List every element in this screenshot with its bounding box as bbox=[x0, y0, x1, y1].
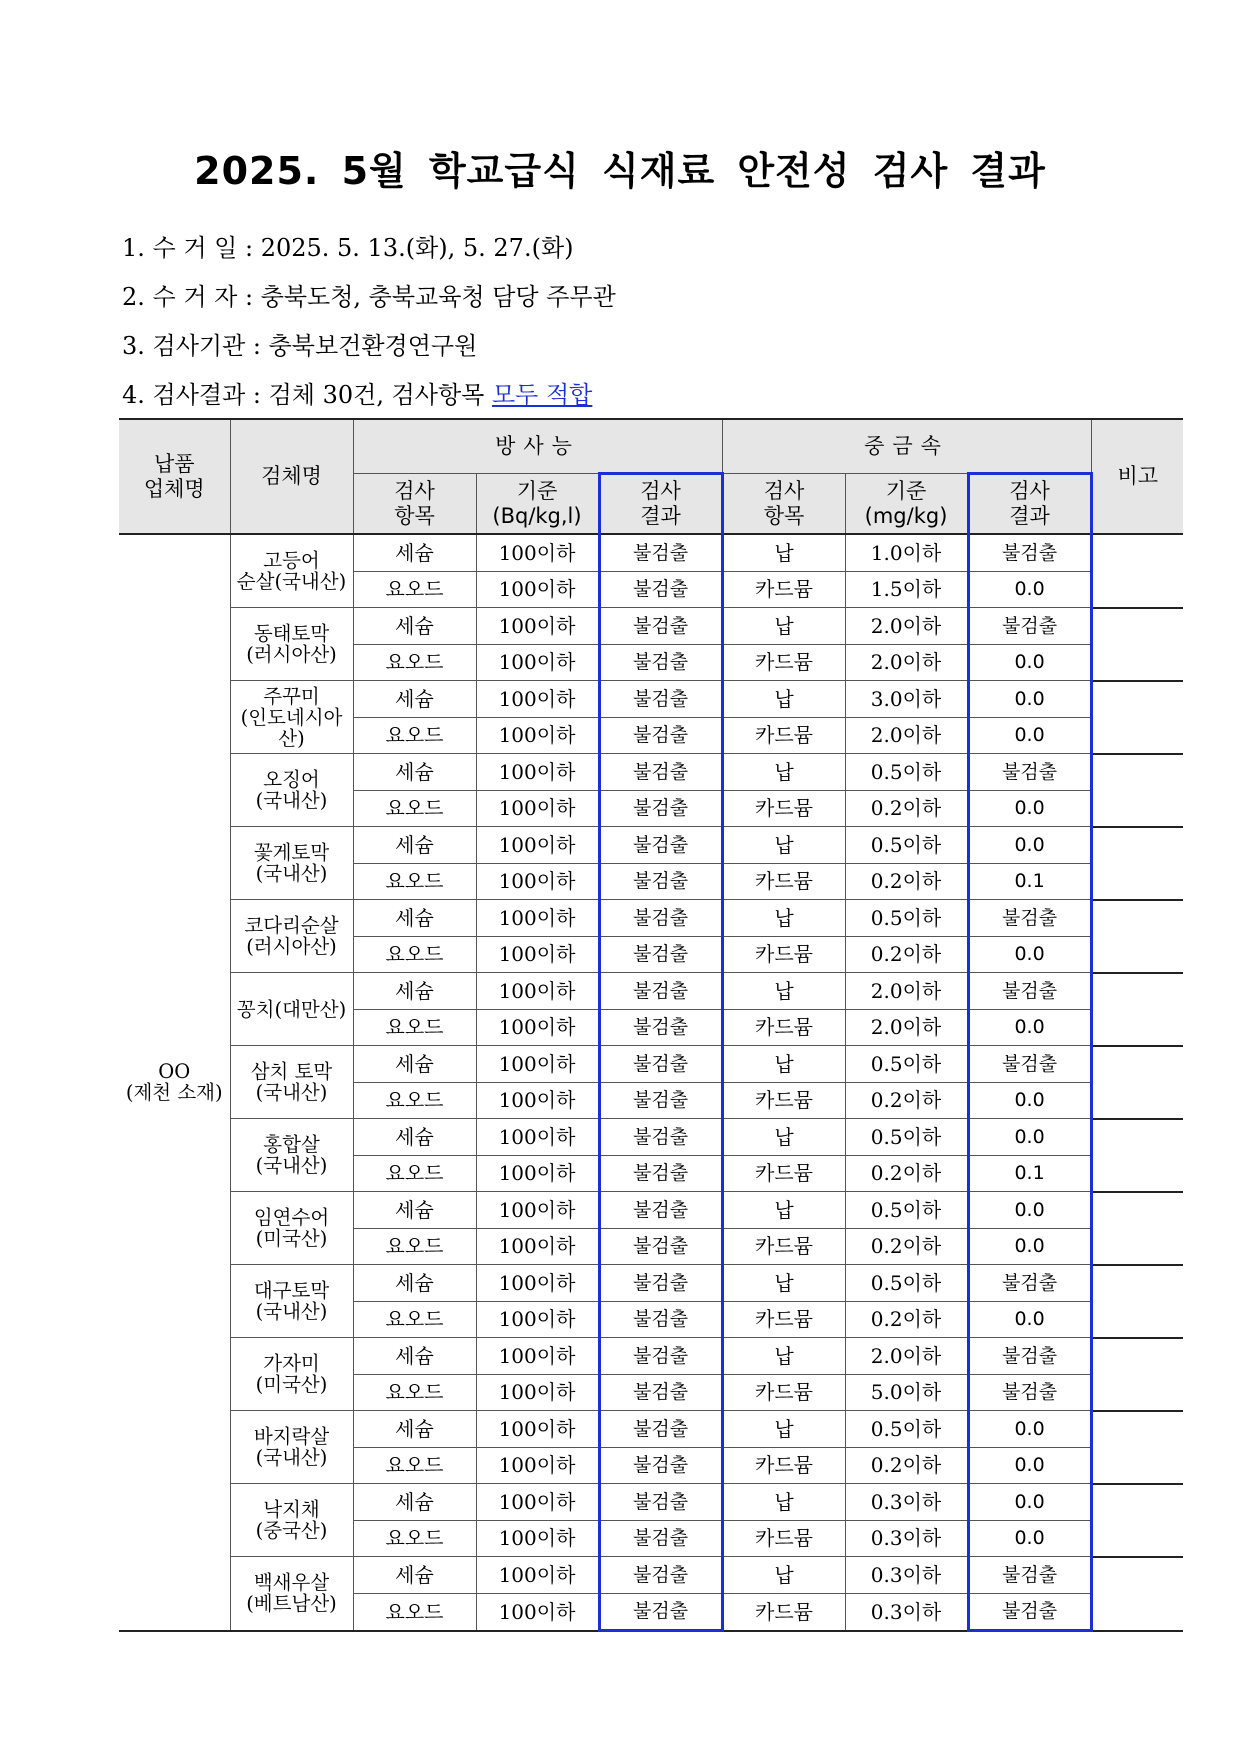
radio-std-cell: 100이하 bbox=[476, 1009, 599, 1046]
metal-item-cell: 납 bbox=[722, 827, 845, 864]
metal-result-cell: 불검출 bbox=[968, 1265, 1091, 1302]
radio-std-cell: 100이하 bbox=[476, 681, 599, 718]
header-sample: 검체명 bbox=[230, 419, 353, 534]
radio-result-cell: 불검출 bbox=[599, 863, 722, 900]
radio-item-cell: 요오드 bbox=[353, 1301, 476, 1338]
metal-std-cell: 0.5이하 bbox=[845, 1119, 968, 1156]
info-line-collector: 2. 수 거 자 : 충북도청, 충북교육청 담당 주무관 bbox=[122, 283, 616, 311]
radio-result-cell: 불검출 bbox=[599, 900, 722, 937]
metal-item-cell: 카드뮴 bbox=[722, 1593, 845, 1631]
radio-std-cell: 100이하 bbox=[476, 717, 599, 754]
radio-item-cell: 요오드 bbox=[353, 571, 476, 608]
metal-std-cell: 0.3이하 bbox=[845, 1593, 968, 1631]
radio-item-cell: 세슘 bbox=[353, 681, 476, 718]
info-value: 검체 30건, 검사항목 bbox=[268, 381, 485, 409]
header-radio-item: 검사 항목 bbox=[353, 474, 476, 535]
table-row bbox=[119, 534, 1183, 571]
info-value: 2025. 5. 13.(화), 5. 27.(화) bbox=[260, 234, 574, 262]
metal-result-cell: 0.0 bbox=[968, 1447, 1091, 1484]
radio-std-cell: 100이하 bbox=[476, 1520, 599, 1557]
info-value: 충북보건환경연구원 bbox=[268, 332, 478, 360]
sample-name-cell: 삼치 토막 (국내산) bbox=[230, 1046, 353, 1119]
metal-item-cell: 납 bbox=[722, 1484, 845, 1521]
header-metal-group: 중금속 bbox=[722, 419, 1091, 474]
metal-result-cell: 불검출 bbox=[968, 1557, 1091, 1594]
table-row bbox=[119, 1484, 1183, 1521]
radio-std-cell: 100이하 bbox=[476, 1119, 599, 1156]
radio-item-cell: 요오드 bbox=[353, 717, 476, 754]
info-line-result: 4. 검사결과 : 검체 30건, 검사항목 모두 적합 bbox=[122, 381, 593, 409]
sample-name-cell: 꽃게토막 (국내산) bbox=[230, 827, 353, 900]
radio-item-cell: 요오드 bbox=[353, 1520, 476, 1557]
metal-std-cell: 1.5이하 bbox=[845, 571, 968, 608]
radio-result-cell: 불검출 bbox=[599, 681, 722, 718]
table-row bbox=[119, 1119, 1183, 1156]
metal-result-cell: 0.0 bbox=[968, 1082, 1091, 1119]
radio-result-cell: 불검출 bbox=[599, 790, 722, 827]
radio-std-cell: 100이하 bbox=[476, 534, 599, 571]
metal-std-cell: 0.3이하 bbox=[845, 1520, 968, 1557]
radio-result-cell: 불검출 bbox=[599, 1082, 722, 1119]
radio-item-cell: 세슘 bbox=[353, 1411, 476, 1448]
metal-item-cell: 카드뮴 bbox=[722, 1155, 845, 1192]
note-cell bbox=[1091, 1192, 1183, 1265]
sample-name-cell: 오징어 (국내산) bbox=[230, 754, 353, 827]
header-radio-group: 방사능 bbox=[353, 419, 722, 474]
metal-item-cell: 납 bbox=[722, 1557, 845, 1594]
metal-result-cell: 불검출 bbox=[968, 973, 1091, 1010]
metal-item-cell: 납 bbox=[722, 1046, 845, 1083]
radio-item-cell: 세슘 bbox=[353, 608, 476, 645]
note-cell bbox=[1091, 1119, 1183, 1192]
metal-std-cell: 2.0이하 bbox=[845, 1009, 968, 1046]
table-row bbox=[119, 1192, 1183, 1229]
note-cell bbox=[1091, 1046, 1183, 1119]
metal-item-cell: 납 bbox=[722, 1192, 845, 1229]
metal-item-cell: 납 bbox=[722, 973, 845, 1010]
radio-item-cell: 요오드 bbox=[353, 863, 476, 900]
radio-item-cell: 세슘 bbox=[353, 1265, 476, 1302]
radio-result-cell: 불검출 bbox=[599, 1593, 722, 1631]
header-note: 비고 bbox=[1091, 419, 1183, 534]
metal-result-cell: 0.0 bbox=[968, 1228, 1091, 1265]
radio-item-cell: 요오드 bbox=[353, 1228, 476, 1265]
radio-item-cell: 요오드 bbox=[353, 1593, 476, 1631]
sample-name-cell: 동태토막 (러시아산) bbox=[230, 608, 353, 681]
metal-item-cell: 카드뮴 bbox=[722, 790, 845, 827]
radio-item-cell: 요오드 bbox=[353, 790, 476, 827]
metal-result-cell: 0.0 bbox=[968, 1119, 1091, 1156]
header-metal-std: 기준 (mg/kg) bbox=[845, 474, 968, 535]
metal-std-cell: 0.2이하 bbox=[845, 790, 968, 827]
table-row bbox=[119, 754, 1183, 791]
radio-result-cell: 불검출 bbox=[599, 1009, 722, 1046]
header-radio-result: 검사 결과 bbox=[599, 474, 722, 535]
radio-result-cell: 불검출 bbox=[599, 1411, 722, 1448]
radio-item-cell: 세슘 bbox=[353, 1338, 476, 1375]
table-row bbox=[119, 1265, 1183, 1302]
table-row bbox=[119, 608, 1183, 645]
table-row bbox=[119, 681, 1183, 718]
metal-result-cell: 불검출 bbox=[968, 754, 1091, 791]
sample-name-cell: 가자미 (미국산) bbox=[230, 1338, 353, 1411]
header-radio-std: 기준 (Bq/kg,l) bbox=[476, 474, 599, 535]
table-row bbox=[119, 973, 1183, 1010]
note-cell bbox=[1091, 973, 1183, 1046]
metal-std-cell: 2.0이하 bbox=[845, 717, 968, 754]
sample-name-cell: 낙지채 (중국산) bbox=[230, 1484, 353, 1557]
metal-std-cell: 0.3이하 bbox=[845, 1557, 968, 1594]
radio-result-cell: 불검출 bbox=[599, 1447, 722, 1484]
radio-std-cell: 100이하 bbox=[476, 571, 599, 608]
metal-item-cell: 카드뮴 bbox=[722, 863, 845, 900]
metal-result-cell: 0.0 bbox=[968, 936, 1091, 973]
radio-result-cell: 불검출 bbox=[599, 1338, 722, 1375]
metal-item-cell: 카드뮴 bbox=[722, 1082, 845, 1119]
table-row bbox=[119, 900, 1183, 937]
metal-result-cell: 불검출 bbox=[968, 1593, 1091, 1631]
radio-result-cell: 불검출 bbox=[599, 1557, 722, 1594]
note-cell bbox=[1091, 681, 1183, 754]
radio-item-cell: 요오드 bbox=[353, 936, 476, 973]
metal-item-cell: 납 bbox=[722, 681, 845, 718]
radio-item-cell: 세슘 bbox=[353, 900, 476, 937]
radio-result-cell: 불검출 bbox=[599, 1374, 722, 1411]
metal-item-cell: 카드뮴 bbox=[722, 1520, 845, 1557]
radio-result-cell: 불검출 bbox=[599, 936, 722, 973]
radio-std-cell: 100이하 bbox=[476, 608, 599, 645]
metal-result-cell: 불검출 bbox=[968, 1374, 1091, 1411]
metal-std-cell: 0.2이하 bbox=[845, 1082, 968, 1119]
metal-item-cell: 카드뮴 bbox=[722, 1447, 845, 1484]
radio-std-cell: 100이하 bbox=[476, 900, 599, 937]
metal-result-cell: 불검출 bbox=[968, 1046, 1091, 1083]
metal-std-cell: 0.5이하 bbox=[845, 1046, 968, 1083]
info-line-agency: 3. 검사기관 : 충북보건환경연구원 bbox=[122, 332, 478, 360]
radio-std-cell: 100이하 bbox=[476, 1301, 599, 1338]
radio-result-cell: 불검출 bbox=[599, 1265, 722, 1302]
metal-result-cell: 불검출 bbox=[968, 608, 1091, 645]
radio-std-cell: 100이하 bbox=[476, 1265, 599, 1302]
metal-std-cell: 0.5이하 bbox=[845, 1265, 968, 1302]
metal-result-cell: 불검출 bbox=[968, 900, 1091, 937]
sample-name-cell: 홍합살 (국내산) bbox=[230, 1119, 353, 1192]
info-label: 3. 검사기관 bbox=[122, 332, 246, 360]
metal-std-cell: 0.5이하 bbox=[845, 1411, 968, 1448]
table-row bbox=[119, 1046, 1183, 1083]
sample-name-cell: 주꾸미 (인도네시아산) bbox=[230, 681, 353, 754]
radio-item-cell: 세슘 bbox=[353, 1484, 476, 1521]
radio-item-cell: 세슘 bbox=[353, 534, 476, 571]
metal-std-cell: 0.2이하 bbox=[845, 936, 968, 973]
radio-item-cell: 요오드 bbox=[353, 1009, 476, 1046]
radio-item-cell: 요오드 bbox=[353, 644, 476, 681]
inspection-table bbox=[119, 418, 1183, 1632]
note-cell bbox=[1091, 1484, 1183, 1557]
metal-result-cell: 불검출 bbox=[968, 1338, 1091, 1375]
radio-result-cell: 불검출 bbox=[599, 973, 722, 1010]
metal-result-cell: 불검출 bbox=[968, 534, 1091, 571]
table-row bbox=[119, 1557, 1183, 1594]
radio-std-cell: 100이하 bbox=[476, 863, 599, 900]
info-label: 4. 검사결과 bbox=[122, 381, 246, 409]
header-supplier: 납품 업체명 bbox=[119, 419, 230, 534]
metal-item-cell: 카드뮴 bbox=[722, 717, 845, 754]
radio-std-cell: 100이하 bbox=[476, 1338, 599, 1375]
radio-result-cell: 불검출 bbox=[599, 1119, 722, 1156]
sample-name-cell: 고등어 순살(국내산) bbox=[230, 534, 353, 608]
radio-result-cell: 불검출 bbox=[599, 608, 722, 645]
metal-std-cell: 0.2이하 bbox=[845, 863, 968, 900]
radio-std-cell: 100이하 bbox=[476, 1082, 599, 1119]
metal-item-cell: 납 bbox=[722, 1119, 845, 1156]
header-metal-result: 검사 결과 bbox=[968, 474, 1091, 535]
metal-std-cell: 0.5이하 bbox=[845, 1192, 968, 1229]
note-cell bbox=[1091, 754, 1183, 827]
radio-item-cell: 요오드 bbox=[353, 1374, 476, 1411]
metal-result-cell: 0.0 bbox=[968, 717, 1091, 754]
metal-std-cell: 2.0이하 bbox=[845, 644, 968, 681]
radio-item-cell: 세슘 bbox=[353, 754, 476, 791]
radio-std-cell: 100이하 bbox=[476, 827, 599, 864]
radio-std-cell: 100이하 bbox=[476, 1484, 599, 1521]
metal-std-cell: 5.0이하 bbox=[845, 1374, 968, 1411]
metal-std-cell: 0.2이하 bbox=[845, 1447, 968, 1484]
radio-std-cell: 100이하 bbox=[476, 1411, 599, 1448]
radio-std-cell: 100이하 bbox=[476, 1192, 599, 1229]
sample-name-cell: 코다리순살 (러시아산) bbox=[230, 900, 353, 973]
radio-result-cell: 불검출 bbox=[599, 1192, 722, 1229]
metal-std-cell: 0.2이하 bbox=[845, 1301, 968, 1338]
radio-result-cell: 불검출 bbox=[599, 754, 722, 791]
radio-result-cell: 불검출 bbox=[599, 1520, 722, 1557]
metal-std-cell: 3.0이하 bbox=[845, 681, 968, 718]
metal-result-cell: 0.0 bbox=[968, 790, 1091, 827]
metal-std-cell: 0.3이하 bbox=[845, 1484, 968, 1521]
metal-item-cell: 납 bbox=[722, 900, 845, 937]
radio-result-cell: 불검출 bbox=[599, 534, 722, 571]
radio-item-cell: 요오드 bbox=[353, 1155, 476, 1192]
header-metal-item: 검사 항목 bbox=[722, 474, 845, 535]
metal-item-cell: 납 bbox=[722, 1338, 845, 1375]
sample-name-cell: 꽁치(대만산) bbox=[230, 973, 353, 1046]
radio-std-cell: 100이하 bbox=[476, 1046, 599, 1083]
radio-item-cell: 요오드 bbox=[353, 1082, 476, 1119]
metal-std-cell: 2.0이하 bbox=[845, 1338, 968, 1375]
metal-result-cell: 0.0 bbox=[968, 571, 1091, 608]
radio-item-cell: 세슘 bbox=[353, 1119, 476, 1156]
radio-item-cell: 세슘 bbox=[353, 1192, 476, 1229]
radio-std-cell: 100이하 bbox=[476, 1447, 599, 1484]
radio-item-cell: 요오드 bbox=[353, 1447, 476, 1484]
metal-item-cell: 카드뮴 bbox=[722, 1301, 845, 1338]
radio-result-cell: 불검출 bbox=[599, 1046, 722, 1083]
radio-std-cell: 100이하 bbox=[476, 754, 599, 791]
table-row bbox=[119, 827, 1183, 864]
radio-std-cell: 100이하 bbox=[476, 1228, 599, 1265]
sample-name-cell: 백새우살 (베트남산) bbox=[230, 1557, 353, 1631]
metal-result-cell: 0.0 bbox=[968, 1520, 1091, 1557]
metal-result-cell: 0.0 bbox=[968, 644, 1091, 681]
note-cell bbox=[1091, 534, 1183, 608]
metal-std-cell: 1.0이하 bbox=[845, 534, 968, 571]
radio-result-cell: 불검출 bbox=[599, 571, 722, 608]
radio-std-cell: 100이하 bbox=[476, 973, 599, 1010]
radio-result-cell: 불검출 bbox=[599, 1228, 722, 1265]
metal-result-cell: 0.0 bbox=[968, 1009, 1091, 1046]
metal-std-cell: 0.5이하 bbox=[845, 827, 968, 864]
supplier-cell: OO (제천 소재) bbox=[119, 534, 230, 1631]
radio-result-cell: 불검출 bbox=[599, 644, 722, 681]
metal-item-cell: 납 bbox=[722, 754, 845, 791]
metal-item-cell: 카드뮴 bbox=[722, 936, 845, 973]
radio-item-cell: 세슘 bbox=[353, 827, 476, 864]
table-row bbox=[119, 1411, 1183, 1448]
note-cell bbox=[1091, 900, 1183, 973]
info-value: 충북도청, 충북교육청 담당 주무관 bbox=[260, 283, 616, 311]
metal-item-cell: 카드뮴 bbox=[722, 1009, 845, 1046]
metal-result-cell: 0.0 bbox=[968, 1301, 1091, 1338]
metal-item-cell: 납 bbox=[722, 534, 845, 571]
radio-result-cell: 불검출 bbox=[599, 717, 722, 754]
info-label: 1. 수 거 일 bbox=[122, 234, 238, 262]
metal-item-cell: 납 bbox=[722, 1411, 845, 1448]
note-cell bbox=[1091, 1265, 1183, 1338]
sample-name-cell: 바지락살 (국내산) bbox=[230, 1411, 353, 1484]
radio-item-cell: 세슘 bbox=[353, 973, 476, 1010]
info-label: 2. 수 거 자 bbox=[122, 283, 238, 311]
metal-result-cell: 0.0 bbox=[968, 1192, 1091, 1229]
metal-std-cell: 0.5이하 bbox=[845, 754, 968, 791]
radio-std-cell: 100이하 bbox=[476, 1155, 599, 1192]
metal-item-cell: 납 bbox=[722, 608, 845, 645]
metal-std-cell: 0.5이하 bbox=[845, 900, 968, 937]
metal-std-cell: 0.2이하 bbox=[845, 1228, 968, 1265]
radio-std-cell: 100이하 bbox=[476, 1557, 599, 1594]
radio-item-cell: 세슘 bbox=[353, 1557, 476, 1594]
radio-result-cell: 불검출 bbox=[599, 827, 722, 864]
note-cell bbox=[1091, 827, 1183, 900]
radio-result-cell: 불검출 bbox=[599, 1301, 722, 1338]
radio-std-cell: 100이하 bbox=[476, 790, 599, 827]
metal-std-cell: 0.2이하 bbox=[845, 1155, 968, 1192]
metal-std-cell: 2.0이하 bbox=[845, 608, 968, 645]
metal-item-cell: 납 bbox=[722, 1265, 845, 1302]
table-row bbox=[119, 1338, 1183, 1375]
metal-result-cell: 0.0 bbox=[968, 681, 1091, 718]
result-highlight: 모두 적합 bbox=[491, 381, 593, 409]
table-body bbox=[119, 534, 1183, 1631]
page-title: 2025. 5월 학교급식 식재료 안전성 검사 결과 bbox=[194, 149, 1046, 193]
metal-item-cell: 카드뮴 bbox=[722, 1228, 845, 1265]
sample-name-cell: 대구토막 (국내산) bbox=[230, 1265, 353, 1338]
radio-std-cell: 100이하 bbox=[476, 1374, 599, 1411]
metal-result-cell: 0.0 bbox=[968, 1484, 1091, 1521]
radio-std-cell: 100이하 bbox=[476, 1593, 599, 1631]
metal-item-cell: 카드뮴 bbox=[722, 1374, 845, 1411]
note-cell bbox=[1091, 1411, 1183, 1484]
info-line-date: 1. 수 거 일 : 2025. 5. 13.(화), 5. 27.(화) bbox=[122, 234, 574, 262]
note-cell bbox=[1091, 1557, 1183, 1631]
metal-item-cell: 카드뮴 bbox=[722, 644, 845, 681]
metal-std-cell: 2.0이하 bbox=[845, 973, 968, 1010]
metal-result-cell: 0.0 bbox=[968, 1411, 1091, 1448]
metal-result-cell: 0.1 bbox=[968, 863, 1091, 900]
metal-result-cell: 0.1 bbox=[968, 1155, 1091, 1192]
metal-result-cell: 0.0 bbox=[968, 827, 1091, 864]
metal-item-cell: 카드뮴 bbox=[722, 571, 845, 608]
radio-result-cell: 불검출 bbox=[599, 1155, 722, 1192]
radio-result-cell: 불검출 bbox=[599, 1484, 722, 1521]
radio-item-cell: 세슘 bbox=[353, 1046, 476, 1083]
note-cell bbox=[1091, 608, 1183, 681]
sample-name-cell: 임연수어 (미국산) bbox=[230, 1192, 353, 1265]
radio-std-cell: 100이하 bbox=[476, 644, 599, 681]
radio-std-cell: 100이하 bbox=[476, 936, 599, 973]
note-cell bbox=[1091, 1338, 1183, 1411]
